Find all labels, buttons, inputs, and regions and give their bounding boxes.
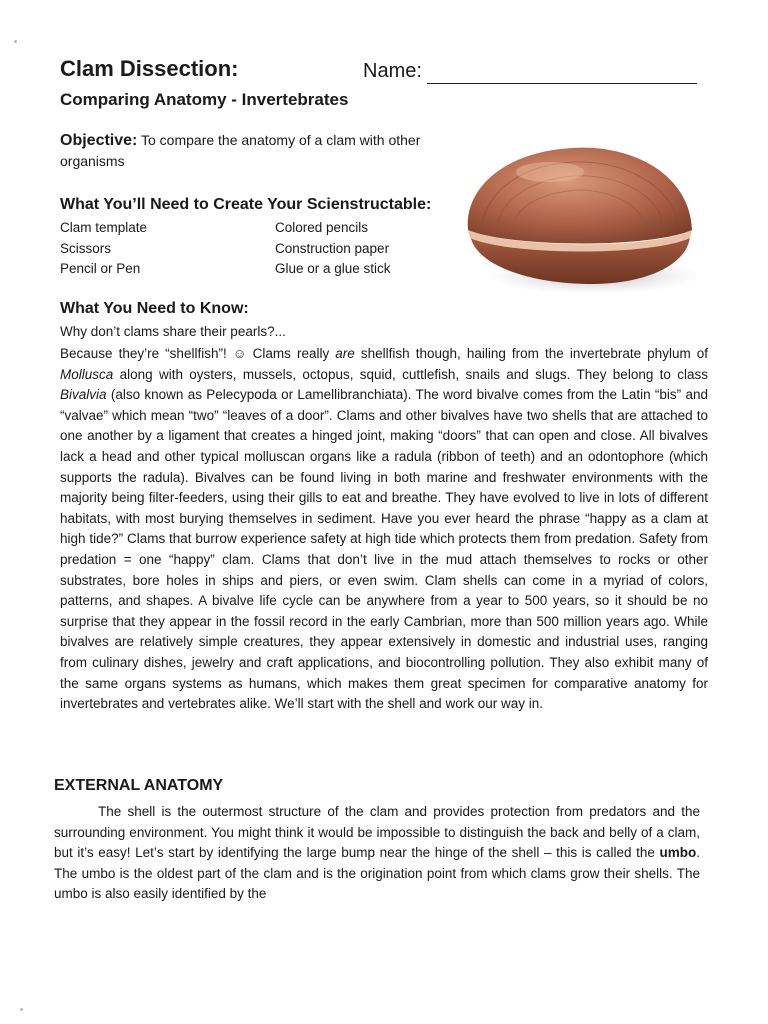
objective-label: Objective: xyxy=(60,132,138,149)
objective-text: To compare the anatomy of a clam with other organisms xyxy=(60,132,421,169)
material-item: Scissors xyxy=(60,240,112,256)
know-text: (also known as Pelecypoda or Lamellibranchiata). The word bivalve comes from the Latin “bis” and “valvae” which mean “two” “leaves of a door”. Clams and other bivalves have two shells that are attached to one another by a ligament that creates a hinged joint, making “doors” that can open and close. All bivalves lack a head and other typical molluscan organs like a radula (ribbon of teeth) and an odontophore (which supports the radula). Bivalves can be found living in both marine and freshwater environments with the majority being filter-feeders, using their gills to eat and breathe. They have evolved to live in lots of different habitats, with most burying themselves in sediment. Have you ever heard the phrase “happy as a clam at high tide?” Clams that burrow experience safety at high tide which protects them from predation. Safety from predation = one “happy” clam. Clams that don’t live in the mud attach themselves to rocks or other substrates, bore holes in ships and piers, or even swim. Clam shells can come in a myriad of colors, patterns, and shapes. A bivalve life cycle can be anywhere from a year to 500 years, so it should be no surprise that they appear in the fossil record in the early Cambrian, more than 500 million years ago. While bivalves are relatively simple creatures, they appear extensively in domestic and industrial uses, ranging from culinary dishes, jewelry and craft applications, and biocontrolling pollution. They also exhibit many of the same organs systems as humans, which makes them great specimen for comparative anatomy for invertebrates and vertebrates alike. We’ll start with the shell and work our way in. xyxy=(60,387,708,712)
page-title: Clam Dissection: xyxy=(60,56,239,81)
know-text: Clams really xyxy=(246,346,336,361)
external-anatomy-paragraph xyxy=(54,802,700,905)
know-emphasis: Bivalvia xyxy=(60,387,107,403)
material-item: Pencil or Pen xyxy=(60,261,141,276)
objective-section xyxy=(60,130,470,171)
know-paragraph xyxy=(60,344,708,715)
material-item: Clam template xyxy=(60,220,148,235)
external-anatomy-heading: EXTERNAL ANATOMY xyxy=(54,777,224,794)
material-item: Colored pencils xyxy=(275,220,369,235)
scan-speck xyxy=(14,40,17,43)
materials-column-right xyxy=(275,218,391,280)
know-heading: What You Need to Know: xyxy=(60,300,249,317)
clam-joke: Why don’t clams share their pearls?... xyxy=(60,324,286,339)
materials-heading: What You’ll Need to Create Your Scienstructable: xyxy=(60,196,432,213)
know-text: shellfish though, hailing from the invertebrate phylum of xyxy=(354,346,709,361)
umbo-term: umbo xyxy=(659,845,697,861)
material-item: Construction paper xyxy=(275,240,390,256)
know-text: along with oysters, mussels, octopus, squid, cuttlefish, snails and slugs. They belong to class xyxy=(113,366,708,382)
title-row xyxy=(60,56,710,90)
materials-column-left xyxy=(60,218,147,280)
page-subtitle: Comparing Anatomy - Invertebrates xyxy=(60,90,349,109)
name-label: Name: xyxy=(363,60,422,82)
material-item: Glue or a glue stick xyxy=(275,261,391,276)
clam-highlight xyxy=(516,162,584,182)
name-blank-line[interactable] xyxy=(427,83,697,84)
smiley-icon: ☺ xyxy=(232,346,247,361)
external-text: . The umbo is the oldest part of the clam and is the origination point from which clams grow their shells. The umbo is also easily identified by the xyxy=(54,845,700,902)
know-emphasis: are xyxy=(335,346,355,361)
know-text: Because they’re “shellfish”! xyxy=(60,346,233,361)
scan-speck xyxy=(20,1008,23,1011)
know-emphasis: Mollusca xyxy=(60,366,114,382)
clam-shell-image xyxy=(462,138,696,298)
external-text: The shell is the outermost structure of the clam and provides protection from predators and the surrounding environment. You might think it would be impossible to distinguish the back and belly of a clam, but it’s easy! Let’s start by identifying the large bump near the hinge of the shell – this is called the xyxy=(54,804,700,861)
